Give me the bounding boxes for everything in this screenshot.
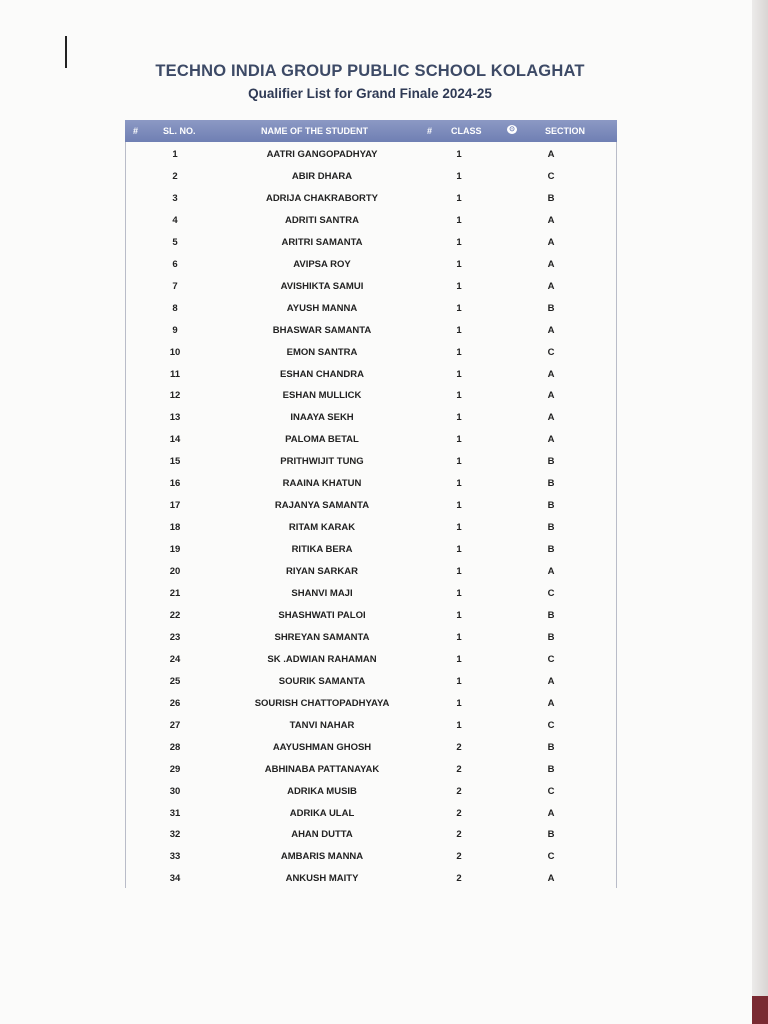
- student-name-cell: SOURISH CHATTOPADHYAYA: [254, 697, 390, 709]
- section-cell: B: [547, 456, 555, 468]
- class-cell: 2: [456, 807, 462, 819]
- class-cell: 1: [456, 412, 462, 424]
- sl-no-cell: 22: [169, 609, 181, 621]
- student-name-cell: ESHAN MULLICK: [282, 390, 362, 402]
- sl-no-cell: 6: [172, 258, 178, 270]
- sl-no-cell: 20: [169, 566, 181, 578]
- sl-no-cell: 21: [169, 588, 181, 599]
- section-cell: B: [547, 829, 555, 841]
- class-cell: 2: [456, 785, 462, 797]
- sl-no-cell: 34: [169, 873, 181, 885]
- class-cell: 1: [456, 522, 462, 534]
- section-cell: A: [547, 324, 555, 336]
- student-name-cell: PALOMA BETAL: [285, 434, 359, 446]
- table-row: [126, 253, 616, 275]
- table-row: [126, 802, 616, 824]
- table-row: [126, 319, 616, 341]
- table-row: [126, 692, 616, 714]
- sl-no-cell: 4: [172, 214, 178, 226]
- student-name-cell: RITIKA BERA: [291, 544, 353, 556]
- class-cell: 1: [456, 719, 462, 731]
- header-student-name: NAME OF THE STUDENT: [261, 126, 368, 136]
- table-row: [126, 648, 616, 670]
- section-cell: B: [547, 302, 555, 314]
- sl-no-cell: 33: [169, 851, 181, 863]
- table-row: [126, 670, 616, 692]
- class-cell: 1: [456, 588, 462, 599]
- class-cell: 1: [456, 302, 462, 314]
- section-cell: C: [547, 346, 555, 358]
- header-hash-class: #: [427, 126, 433, 136]
- sl-no-cell: 7: [172, 280, 178, 292]
- table-row: [126, 297, 616, 319]
- section-cell: C: [547, 719, 555, 731]
- background-corner: [752, 996, 768, 1024]
- table-row: [126, 341, 616, 363]
- section-cell: A: [547, 368, 555, 380]
- class-cell: 1: [456, 456, 462, 468]
- sl-no-cell: 5: [172, 236, 178, 248]
- section-cell: B: [547, 478, 555, 490]
- header-hash-sl: #: [133, 126, 139, 136]
- sl-no-cell: 31: [169, 807, 181, 819]
- class-cell: 1: [456, 631, 462, 643]
- table-row: [126, 560, 616, 582]
- table-row: [126, 714, 616, 736]
- section-cell: B: [547, 763, 555, 775]
- table-row: [126, 582, 616, 604]
- table-row: [126, 384, 616, 406]
- section-cell: B: [547, 544, 555, 556]
- page-subtitle: Qualifier List for Grand Finale 2024-25: [248, 86, 492, 101]
- student-name-cell: ABHINABA PATTANAYAK: [264, 763, 380, 775]
- class-cell: 2: [456, 851, 462, 863]
- header-class: CLASS: [451, 126, 482, 136]
- sl-no-cell: 15: [169, 456, 181, 468]
- student-name-cell: ADRIJA CHAKRABORTY: [265, 192, 379, 204]
- section-cell: A: [547, 412, 555, 424]
- table-row: [126, 187, 616, 209]
- page-title: TECHNO INDIA GROUP PUBLIC SCHOOL KOLAGHAT: [155, 62, 585, 80]
- section-cell: A: [547, 390, 555, 402]
- section-cell: A: [547, 149, 555, 160]
- sl-no-cell: 14: [169, 434, 181, 446]
- class-cell: 1: [456, 280, 462, 292]
- student-name-cell: SHREYAN SAMANTA: [274, 631, 370, 643]
- sl-no-cell: 2: [172, 170, 178, 182]
- sl-no-cell: 23: [169, 631, 181, 643]
- sl-no-cell: 16: [169, 478, 181, 490]
- class-cell: 1: [456, 346, 462, 358]
- section-cell: A: [547, 566, 555, 578]
- class-cell: 1: [456, 368, 462, 380]
- section-cell: A: [547, 873, 555, 885]
- header-sl-no: SL. NO.: [163, 126, 196, 136]
- student-name-cell: ADRITI SANTRA: [285, 214, 359, 226]
- sl-no-cell: 11: [169, 368, 181, 380]
- class-cell: 2: [456, 741, 462, 753]
- class-cell: 1: [456, 675, 462, 687]
- class-cell: 1: [456, 192, 462, 204]
- sl-no-cell: 29: [169, 763, 181, 775]
- student-name-cell: EMON SANTRA: [286, 346, 358, 358]
- table-row: [126, 165, 616, 187]
- table-row: [126, 143, 616, 165]
- sl-no-cell: 30: [169, 785, 181, 797]
- section-cell: C: [547, 851, 555, 863]
- section-cell: A: [547, 280, 555, 292]
- table-row: [126, 472, 616, 494]
- section-cell: A: [547, 236, 555, 248]
- student-name-cell: ANKUSH MAITY: [285, 873, 359, 885]
- table-row: [126, 758, 616, 780]
- sl-no-cell: 32: [169, 829, 181, 841]
- student-name-cell: AVISHIKTA SAMUI: [280, 280, 364, 292]
- student-name-cell: SOURIK SAMANTA: [278, 675, 366, 687]
- page-edge: [752, 0, 768, 1024]
- table-row: [126, 823, 616, 845]
- class-cell: 2: [456, 873, 462, 885]
- student-name-cell: AVIPSA ROY: [293, 258, 351, 270]
- section-cell: B: [547, 609, 555, 621]
- section-cell: A: [547, 807, 555, 819]
- section-cell: A: [547, 434, 555, 446]
- class-cell: 1: [456, 434, 462, 446]
- student-name-cell: ADRIKA MUSIB: [287, 785, 357, 797]
- section-cell: A: [547, 258, 555, 270]
- section-cell: B: [547, 741, 555, 753]
- section-cell: B: [547, 631, 555, 643]
- section-cell: A: [547, 697, 555, 709]
- class-cell: 1: [456, 478, 462, 490]
- sl-no-cell: 27: [169, 719, 181, 731]
- header-circle-icon: ⊙: [507, 125, 517, 134]
- sl-no-cell: 12: [169, 390, 181, 402]
- class-cell: 1: [456, 544, 462, 556]
- table-header: [125, 120, 617, 142]
- student-name-cell: AAYUSHMAN GHOSH: [272, 741, 372, 753]
- sl-no-cell: 1: [172, 149, 178, 160]
- table-row: [126, 450, 616, 472]
- table-row: [126, 538, 616, 560]
- sl-no-cell: 25: [169, 675, 181, 687]
- sl-no-cell: 18: [169, 522, 181, 534]
- student-name-cell: SHANVI MAJI: [291, 588, 353, 599]
- student-name-cell: SHASHWATI PALOI: [278, 609, 366, 621]
- student-name-cell: RIYAN SARKAR: [286, 566, 358, 578]
- student-name-cell: AATRI GANGOPADHYAY: [266, 149, 378, 160]
- table-row: [126, 626, 616, 648]
- class-cell: 1: [456, 697, 462, 709]
- class-cell: 1: [456, 170, 462, 182]
- table-row: [126, 275, 616, 297]
- sl-no-cell: 28: [169, 741, 181, 753]
- section-cell: C: [547, 785, 555, 797]
- table-row: [126, 780, 616, 802]
- section-cell: A: [547, 214, 555, 226]
- student-name-cell: RAAINA KHATUN: [282, 478, 362, 490]
- class-cell: 2: [456, 763, 462, 775]
- table-row: [126, 428, 616, 450]
- class-cell: 1: [456, 609, 462, 621]
- section-cell: C: [547, 170, 555, 182]
- student-name-cell: BHASWAR SAMANTA: [272, 324, 372, 336]
- section-cell: B: [547, 192, 555, 204]
- section-cell: A: [547, 675, 555, 687]
- student-name-cell: ESHAN CHANDRA: [280, 368, 364, 380]
- table-row: [126, 736, 616, 758]
- sl-no-cell: 3: [172, 192, 178, 204]
- class-cell: 1: [456, 324, 462, 336]
- sl-no-cell: 8: [172, 302, 178, 314]
- section-cell: B: [547, 522, 555, 534]
- qualifier-table: [125, 120, 617, 888]
- student-name-cell: PRITHWIJIT TUNG: [280, 456, 364, 468]
- class-cell: 1: [456, 566, 462, 578]
- table-row: [126, 867, 616, 889]
- student-name-cell: INAAYA SEKH: [290, 412, 354, 424]
- class-cell: 1: [456, 258, 462, 270]
- class-cell: 1: [456, 653, 462, 665]
- table-row: [126, 231, 616, 253]
- sl-no-cell: 24: [169, 653, 181, 665]
- class-cell: 1: [456, 214, 462, 226]
- student-name-cell: AYUSH MANNA: [286, 302, 358, 314]
- sl-no-cell: 26: [169, 697, 181, 709]
- class-cell: 1: [456, 236, 462, 248]
- student-name-cell: ARITRI SAMANTA: [281, 236, 363, 248]
- section-cell: C: [547, 653, 555, 665]
- table-row: [126, 209, 616, 231]
- sl-no-cell: 10: [169, 346, 181, 358]
- class-cell: 2: [456, 829, 462, 841]
- table-row: [126, 494, 616, 516]
- section-cell: B: [547, 500, 555, 512]
- student-name-cell: RAJANYA SAMANTA: [274, 500, 370, 512]
- sl-no-cell: 13: [169, 412, 181, 424]
- sl-no-cell: 9: [172, 324, 178, 336]
- student-name-cell: AHAN DUTTA: [291, 829, 353, 841]
- student-name-cell: SK .ADWIAN RAHAMAN: [267, 653, 377, 665]
- student-name-cell: RITAM KARAK: [288, 522, 356, 534]
- student-name-cell: ABIR DHARA: [291, 170, 353, 182]
- class-cell: 1: [456, 390, 462, 402]
- student-name-cell: AMBARIS MANNA: [280, 851, 364, 863]
- student-name-cell: TANVI NAHAR: [289, 719, 355, 731]
- student-name-cell: ADRIKA ULAL: [289, 807, 355, 819]
- table-row: [126, 604, 616, 626]
- table-row: [126, 406, 616, 428]
- sl-no-cell: 19: [169, 544, 181, 556]
- sl-no-cell: 17: [169, 500, 181, 512]
- section-cell: C: [547, 588, 555, 599]
- class-cell: 1: [456, 500, 462, 512]
- table-row: [126, 363, 616, 385]
- class-cell: 1: [456, 149, 462, 160]
- table-row: [126, 845, 616, 867]
- header-section: SECTION: [545, 126, 586, 136]
- table-row: [126, 516, 616, 538]
